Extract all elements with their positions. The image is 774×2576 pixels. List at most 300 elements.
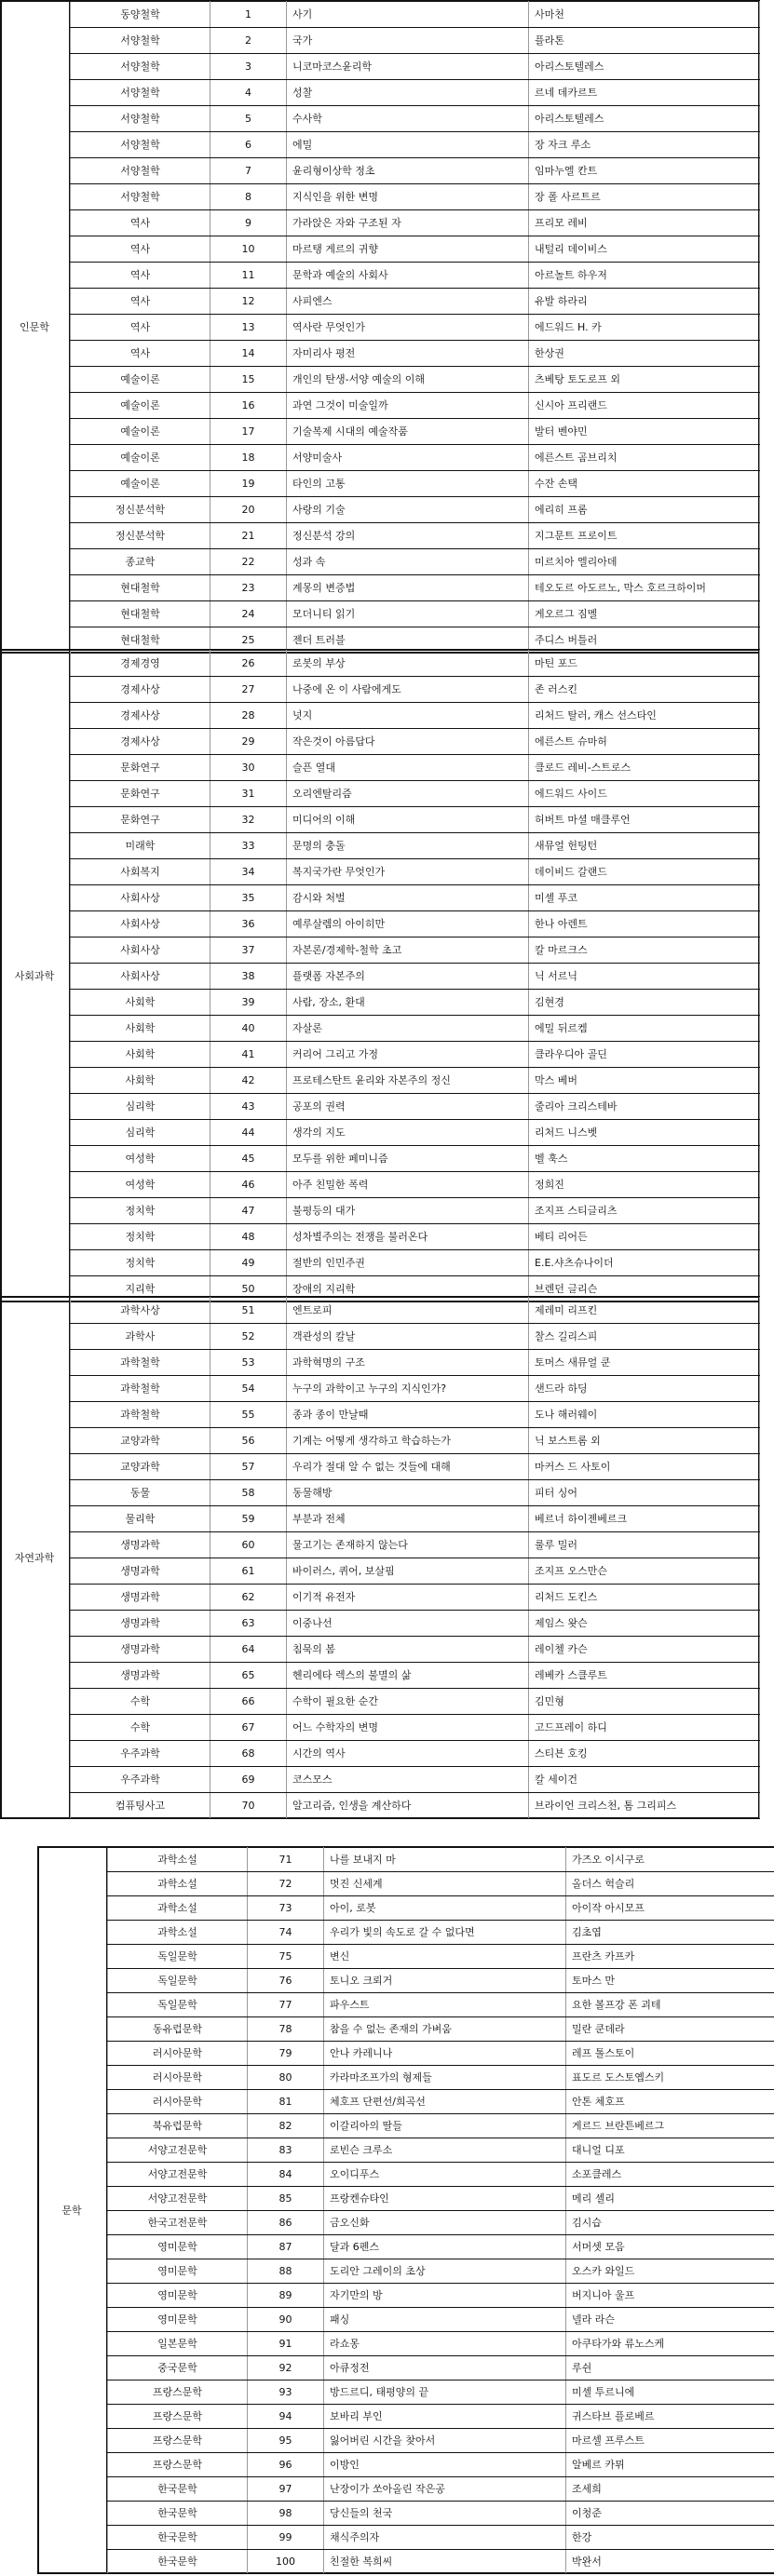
- cell-author: 버지니아 울프: [566, 2284, 774, 2308]
- table-row: [71, 315, 760, 341]
- cell-author: 김시습: [566, 2211, 774, 2235]
- cell-num: 43: [210, 1094, 287, 1120]
- table-row: [71, 1324, 760, 1350]
- table-row: [71, 80, 760, 106]
- cell-num: 84: [248, 2163, 324, 2187]
- cell-title: 이방인: [324, 2453, 566, 2477]
- cell-num: 100: [248, 2550, 324, 2574]
- cell-field: 동유럽문학: [108, 2017, 248, 2042]
- table-row: [71, 158, 760, 184]
- cell-author: E.E.샤츠슈나이더: [529, 1250, 760, 1276]
- cell-num: 18: [210, 445, 287, 471]
- cell-author: 레프 톨스토이: [566, 2042, 774, 2066]
- cell-field: 사회학: [71, 990, 210, 1016]
- cell-num: 75: [248, 1945, 324, 1969]
- cell-num: 96: [248, 2453, 324, 2477]
- cell-field: 서양고전문학: [108, 2187, 248, 2211]
- cell-title: 국가: [287, 28, 529, 54]
- cell-author: 존 러스킨: [529, 677, 760, 703]
- cell-field: 문화연구: [71, 755, 210, 781]
- table-row: [108, 1872, 774, 1896]
- cell-title: 이기적 유전자: [287, 1585, 529, 1611]
- table-row: [71, 549, 760, 575]
- cell-title: 안나 카레니나: [324, 2042, 566, 2066]
- cell-field: 프랑스문학: [108, 2453, 248, 2477]
- cell-num: 93: [248, 2380, 324, 2405]
- cell-author: 도나 해러웨이: [529, 1402, 760, 1428]
- cell-title: 역사란 무엇인가: [287, 315, 529, 341]
- cell-author: 브라이언 크리스천, 톰 그리피스: [529, 1793, 760, 1819]
- cell-field: 생명과학: [71, 1611, 210, 1637]
- cell-author: 넬라 라슨: [566, 2308, 774, 2332]
- cell-field: 프랑스문학: [108, 2405, 248, 2429]
- cell-num: 79: [248, 2042, 324, 2066]
- cell-title: 보바리 부인: [324, 2405, 566, 2429]
- table-row: [71, 1146, 760, 1172]
- cell-author: 브렌던 글리슨: [529, 1276, 760, 1302]
- cell-num: 16: [210, 393, 287, 419]
- cell-field: 사회학: [71, 1068, 210, 1094]
- table-row: [71, 1068, 760, 1094]
- table-row: [71, 1585, 760, 1611]
- cell-title: 자미리사 평전: [287, 341, 529, 367]
- table-row: [71, 263, 760, 289]
- cell-title: 지식인을 위한 변명: [287, 184, 529, 210]
- cell-field: 사회사상: [71, 885, 210, 911]
- cell-title: 엔트로피: [287, 1298, 529, 1324]
- cell-author: 아르놀트 하우저: [529, 263, 760, 289]
- cell-title: 파우스트: [324, 1993, 566, 2017]
- table-row: [71, 184, 760, 210]
- cell-num: 66: [210, 1689, 287, 1715]
- cell-title: 당신들의 천국: [324, 2502, 566, 2526]
- cell-num: 46: [210, 1172, 287, 1198]
- cell-title: 프랑켄슈타인: [324, 2187, 566, 2211]
- cell-num: 83: [248, 2138, 324, 2163]
- cell-field: 심리학: [71, 1094, 210, 1120]
- table-row: [71, 651, 760, 677]
- cell-num: 54: [210, 1376, 287, 1402]
- book-table: [70, 1, 760, 654]
- cell-author: 샌드라 하딩: [529, 1376, 760, 1402]
- cell-author: 클로드 레비-스트로스: [529, 755, 760, 781]
- cell-author: 리처드 니스벳: [529, 1120, 760, 1146]
- table-row: [108, 2163, 774, 2187]
- cell-num: 19: [210, 471, 287, 497]
- cell-num: 88: [248, 2259, 324, 2284]
- table-row: [71, 859, 760, 885]
- cell-field: 한국문학: [108, 2477, 248, 2502]
- cell-title: 커리어 그리고 가정: [287, 1042, 529, 1068]
- cell-num: 44: [210, 1120, 287, 1146]
- cell-num: 64: [210, 1637, 287, 1663]
- table-row: [108, 1896, 774, 1921]
- cell-author: 플라톤: [529, 28, 760, 54]
- cell-field: 정신분석학: [71, 523, 210, 549]
- cell-title: 서양미술사: [287, 445, 529, 471]
- cell-title: 공포의 권력: [287, 1094, 529, 1120]
- cell-title: 윤리형이상학 정초: [287, 158, 529, 184]
- table-row: [71, 367, 760, 393]
- cell-author: 프리모 레비: [529, 210, 760, 236]
- cell-author: 찰스 길리스피: [529, 1324, 760, 1350]
- table-row: [108, 2332, 774, 2356]
- cell-title: 감시와 처벌: [287, 885, 529, 911]
- cell-num: 1: [210, 2, 287, 28]
- table-row: [108, 2405, 774, 2429]
- cell-author: 정희진: [529, 1172, 760, 1198]
- cell-num: 78: [248, 2017, 324, 2042]
- cell-num: 51: [210, 1298, 287, 1324]
- section-0: [0, 0, 760, 654]
- cell-num: 97: [248, 2477, 324, 2502]
- cell-author: 리처드 도킨스: [529, 1585, 760, 1611]
- cell-author: 에른스트 곰브리치: [529, 445, 760, 471]
- cell-title: 성과 속: [287, 549, 529, 575]
- cell-author: 조지프 오스만슨: [529, 1558, 760, 1585]
- cell-author: 아리스토텔레스: [529, 54, 760, 80]
- cell-field: 중국문학: [108, 2356, 248, 2380]
- cell-author: 클라우디아 골딘: [529, 1042, 760, 1068]
- cell-title: 나중에 온 이 사람에게도: [287, 677, 529, 703]
- cell-author: 레이첼 카슨: [529, 1637, 760, 1663]
- cell-title: 누구의 과학이고 누구의 지식인가?: [287, 1376, 529, 1402]
- cell-author: 요한 볼프강 폰 괴테: [566, 1993, 774, 2017]
- cell-author: 마커스 드 사토이: [529, 1454, 760, 1480]
- table-row: [71, 1637, 760, 1663]
- cell-author: 줄리아 크리스테바: [529, 1094, 760, 1120]
- cell-num: 39: [210, 990, 287, 1016]
- table-row: [71, 575, 760, 601]
- cell-title: 성찰: [287, 80, 529, 106]
- cell-title: 사피엔스: [287, 289, 529, 315]
- cell-field: 서양철학: [71, 54, 210, 80]
- table-row: [108, 2066, 774, 2090]
- table-row: [71, 1298, 760, 1324]
- cell-field: 일본문학: [108, 2332, 248, 2356]
- cell-title: 아이, 로봇: [324, 1896, 566, 1921]
- cell-author: 이청준: [566, 2502, 774, 2526]
- cell-title: 타인의 고통: [287, 471, 529, 497]
- category-label: 인문학: [20, 321, 49, 333]
- cell-author: 소포클레스: [566, 2163, 774, 2187]
- cell-author: 룰루 밀러: [529, 1532, 760, 1558]
- cell-field: 사회사상: [71, 964, 210, 990]
- cell-field: 예술이론: [71, 445, 210, 471]
- cell-author: 장 폴 사르트르: [529, 184, 760, 210]
- cell-title: 개인의 탄생-서양 예술의 이해: [287, 367, 529, 393]
- cell-title: 나를 보내지 마: [324, 1848, 566, 1872]
- cell-num: 20: [210, 497, 287, 523]
- cell-field: 경제사상: [71, 729, 210, 755]
- cell-author: 고드프레이 하디: [529, 1715, 760, 1741]
- cell-field: 생명과학: [71, 1532, 210, 1558]
- table-row: [71, 1120, 760, 1146]
- cell-field: 한국문학: [108, 2550, 248, 2574]
- table-row: [71, 341, 760, 367]
- cell-field: 북유럽문학: [108, 2114, 248, 2138]
- cell-field: 과학철학: [71, 1376, 210, 1402]
- table-row: [71, 729, 760, 755]
- cell-title: 금오신화: [324, 2211, 566, 2235]
- cell-author: 내털리 데이비스: [529, 236, 760, 263]
- cell-field: 정치학: [71, 1250, 210, 1276]
- cell-num: 98: [248, 2502, 324, 2526]
- cell-field: 물리학: [71, 1506, 210, 1532]
- cell-title: 방드르디, 태평양의 끝: [324, 2380, 566, 2405]
- cell-title: 사기: [287, 2, 529, 28]
- table-row: [108, 2187, 774, 2211]
- cell-author: 주디스 버틀러: [529, 627, 760, 654]
- cell-field: 수학: [71, 1689, 210, 1715]
- cell-author: 에리히 프롬: [529, 497, 760, 523]
- table-row: [108, 2090, 774, 2114]
- cell-num: 61: [210, 1558, 287, 1585]
- cell-title: 생각의 지도: [287, 1120, 529, 1146]
- cell-num: 74: [248, 1921, 324, 1945]
- category-label: 사회과학: [14, 970, 55, 982]
- cell-title: 어느 수학자의 변명: [287, 1715, 529, 1741]
- table-row: [108, 2477, 774, 2502]
- cell-num: 26: [210, 651, 287, 677]
- cell-title: 동물해방: [287, 1480, 529, 1506]
- cell-author: 허버트 마셜 매클루언: [529, 807, 760, 833]
- cell-num: 59: [210, 1506, 287, 1532]
- cell-field: 예술이론: [71, 419, 210, 445]
- cell-title: 과학혁명의 구조: [287, 1350, 529, 1376]
- cell-title: 수학이 필요한 순간: [287, 1689, 529, 1715]
- cell-num: 23: [210, 575, 287, 601]
- cell-num: 5: [210, 106, 287, 132]
- cell-title: 도리안 그레이의 초상: [324, 2259, 566, 2284]
- cell-num: 40: [210, 1016, 287, 1042]
- cell-num: 90: [248, 2308, 324, 2332]
- cell-title: 침묵의 봄: [287, 1637, 529, 1663]
- cell-field: 역사: [71, 263, 210, 289]
- cell-author: 수잔 손택: [529, 471, 760, 497]
- cell-title: 로봇의 부상: [287, 651, 529, 677]
- table-row: [71, 781, 760, 807]
- table-row: [108, 1993, 774, 2017]
- cell-title: 종과 종이 만날때: [287, 1402, 529, 1428]
- table-row: [71, 1428, 760, 1454]
- cell-title: 수사학: [287, 106, 529, 132]
- table-row: [71, 236, 760, 263]
- cell-field: 지리학: [71, 1276, 210, 1302]
- cell-author: 마틴 포드: [529, 651, 760, 677]
- table-row: [71, 523, 760, 549]
- cell-num: 15: [210, 367, 287, 393]
- cell-author: 메리 셸리: [566, 2187, 774, 2211]
- cell-author: 미셸 투르니에: [566, 2380, 774, 2405]
- cell-field: 과학소설: [108, 1896, 248, 1921]
- table-row: [71, 210, 760, 236]
- cell-title: 코스모스: [287, 1767, 529, 1793]
- table-row: [71, 703, 760, 729]
- cell-title: 난장이가 쏘아올린 작은공: [324, 2477, 566, 2502]
- cell-author: 리처드 탈러, 캐스 선스타인: [529, 703, 760, 729]
- cell-title: 이갈리아의 딸들: [324, 2114, 566, 2138]
- cell-field: 종교학: [71, 549, 210, 575]
- table-row: [108, 2259, 774, 2284]
- cell-num: 99: [248, 2526, 324, 2550]
- cell-author: 데이비드 갈랜드: [529, 859, 760, 885]
- cell-field: 동양철학: [71, 2, 210, 28]
- cell-num: 32: [210, 807, 287, 833]
- cell-title: 토니오 크뢰거: [324, 1969, 566, 1993]
- cell-field: 과학사: [71, 1324, 210, 1350]
- cell-field: 서양철학: [71, 80, 210, 106]
- cell-title: 마르탱 게르의 귀향: [287, 236, 529, 263]
- cell-field: 서양철학: [71, 184, 210, 210]
- cell-author: 박완서: [566, 2550, 774, 2574]
- cell-num: 57: [210, 1454, 287, 1480]
- cell-author: 신시아 프리랜드: [529, 393, 760, 419]
- cell-field: 여성학: [71, 1146, 210, 1172]
- cell-title: 패싱: [324, 2308, 566, 2332]
- cell-num: 21: [210, 523, 287, 549]
- cell-field: 역사: [71, 210, 210, 236]
- table-row: [71, 885, 760, 911]
- cell-author: 베르너 하이젠베르크: [529, 1506, 760, 1532]
- cell-field: 사회복지: [71, 859, 210, 885]
- table-row: [71, 1558, 760, 1585]
- cell-author: 가즈오 이시구로: [566, 1848, 774, 1872]
- cell-num: 13: [210, 315, 287, 341]
- cell-num: 63: [210, 1611, 287, 1637]
- cell-num: 24: [210, 601, 287, 627]
- cell-author: 표도르 도스토옙스키: [566, 2066, 774, 2090]
- table-row: [108, 2042, 774, 2066]
- cell-num: 65: [210, 1663, 287, 1689]
- cell-field: 과학사상: [71, 1298, 210, 1324]
- table-row: [71, 393, 760, 419]
- cell-title: 절반의 인민주권: [287, 1250, 529, 1276]
- cell-title: 물고기는 존재하지 않는다: [287, 1532, 529, 1558]
- table-row: [71, 911, 760, 937]
- cell-author: 에드워드 사이드: [529, 781, 760, 807]
- table-row: [71, 1172, 760, 1198]
- cell-title: 채식주의자: [324, 2526, 566, 2550]
- cell-num: 41: [210, 1042, 287, 1068]
- cell-author: 안톤 체호프: [566, 2090, 774, 2114]
- cell-num: 42: [210, 1068, 287, 1094]
- cell-author: 게르드 브란튼베르그: [566, 2114, 774, 2138]
- cell-num: 68: [210, 1741, 287, 1767]
- cell-field: 사회학: [71, 1042, 210, 1068]
- cell-num: 72: [248, 1872, 324, 1896]
- cell-field: 역사: [71, 236, 210, 263]
- cell-field: 독일문학: [108, 1969, 248, 1993]
- cell-field: 사회사상: [71, 911, 210, 937]
- table-row: [71, 54, 760, 80]
- cell-field: 동물: [71, 1480, 210, 1506]
- cell-author: 서머셋 모음: [566, 2235, 774, 2259]
- table-row: [71, 833, 760, 859]
- cell-title: 사랑의 기술: [287, 497, 529, 523]
- cell-field: 정신분석학: [71, 497, 210, 523]
- cell-title: 사람, 장소, 환대: [287, 990, 529, 1016]
- cell-num: 17: [210, 419, 287, 445]
- cell-field: 경제사상: [71, 703, 210, 729]
- cell-title: 카라마조프가의 형제들: [324, 2066, 566, 2090]
- table-row: [71, 1741, 760, 1767]
- table-row: [71, 1793, 760, 1819]
- cell-title: 문명의 충돌: [287, 833, 529, 859]
- table-row: [71, 28, 760, 54]
- cell-title: 정신분석 강의: [287, 523, 529, 549]
- cell-num: 35: [210, 885, 287, 911]
- table-row: [71, 1663, 760, 1689]
- cell-author: 아쿠타가와 류노스케: [566, 2332, 774, 2356]
- table-row: [108, 2453, 774, 2477]
- cell-title: 프로테스탄트 윤리와 자본주의 정신: [287, 1068, 529, 1094]
- cell-field: 영미문학: [108, 2308, 248, 2332]
- cell-field: 문화연구: [71, 807, 210, 833]
- cell-title: 모더니티 읽기: [287, 601, 529, 627]
- cell-num: 73: [248, 1896, 324, 1921]
- cell-title: 복지국가란 무엇인가: [287, 859, 529, 885]
- cell-field: 한국문학: [108, 2526, 248, 2550]
- cell-title: 계몽의 변증법: [287, 575, 529, 601]
- cell-num: 55: [210, 1402, 287, 1428]
- cell-author: 베티 리어든: [529, 1224, 760, 1250]
- cell-title: 바이러스, 퀴어, 보살핌: [287, 1558, 529, 1585]
- cell-author: 오스카 와일드: [566, 2259, 774, 2284]
- cell-title: 참을 수 없는 존재의 가벼움: [324, 2017, 566, 2042]
- cell-num: 50: [210, 1276, 287, 1302]
- cell-num: 2: [210, 28, 287, 54]
- cell-num: 58: [210, 1480, 287, 1506]
- cell-field: 한국고전문학: [108, 2211, 248, 2235]
- cell-author: 츠베탕 토도로프 외: [529, 367, 760, 393]
- table-row: [71, 289, 760, 315]
- table-row: [71, 106, 760, 132]
- cell-author: 닉 보스트롬 외: [529, 1428, 760, 1454]
- cell-author: 조세희: [566, 2477, 774, 2502]
- cell-num: 22: [210, 549, 287, 575]
- cell-author: 스티븐 호킹: [529, 1741, 760, 1767]
- cell-num: 49: [210, 1250, 287, 1276]
- cell-field: 영미문학: [108, 2235, 248, 2259]
- table-row: [71, 601, 760, 627]
- cell-num: 77: [248, 1993, 324, 2017]
- cell-field: 서양철학: [71, 106, 210, 132]
- table-row: [71, 1376, 760, 1402]
- table-row: [71, 1480, 760, 1506]
- cell-field: 과학소설: [108, 1848, 248, 1872]
- cell-title: 과연 그것이 미술일까: [287, 393, 529, 419]
- cell-num: 81: [248, 2090, 324, 2114]
- cell-author: 임마누엘 칸트: [529, 158, 760, 184]
- table-row: [71, 1715, 760, 1741]
- cell-author: 벨 훅스: [529, 1146, 760, 1172]
- cell-num: 80: [248, 2066, 324, 2090]
- cell-num: 27: [210, 677, 287, 703]
- cell-author: 칼 마르크스: [529, 937, 760, 964]
- cell-field: 생명과학: [71, 1558, 210, 1585]
- cell-author: 에밀 뒤르켐: [529, 1016, 760, 1042]
- cell-author: 유발 하라리: [529, 289, 760, 315]
- cell-num: 71: [248, 1848, 324, 1872]
- table-row: [71, 445, 760, 471]
- cell-num: 7: [210, 158, 287, 184]
- table-row: [108, 2380, 774, 2405]
- cell-title: 에밀: [287, 132, 529, 158]
- cell-title: 오이디푸스: [324, 2163, 566, 2187]
- cell-title: 헨리에타 렉스의 불멸의 삶: [287, 1663, 529, 1689]
- cell-field: 독일문학: [108, 1993, 248, 2017]
